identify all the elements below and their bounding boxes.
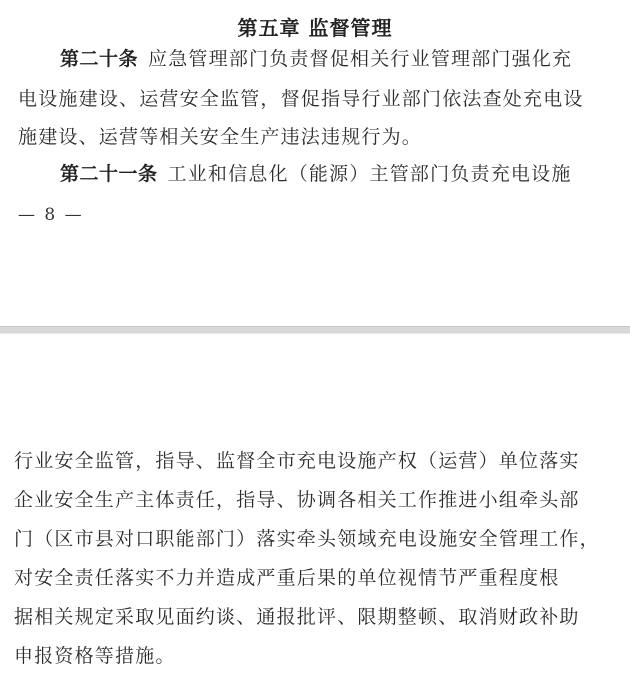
article-21-line-2: 行业安全监管，指导、监督全市充电设施产权（运营）单位落实: [14, 450, 580, 472]
article-20-text-1: 应急管理部门负责督促相关行业管理部门强化充: [148, 48, 573, 70]
page-number: — 8 —: [18, 205, 84, 225]
article-20-line-1: [60, 50, 572, 69]
page-separator: [0, 326, 630, 334]
article-20-label: 第二十条: [60, 48, 139, 70]
article-21-line-6: 据相关规定采取见面约谈、通报批评、限期整顿、取消财政补助: [14, 606, 580, 628]
article-21-text-1: 工业和信息化（能源）主管部门负责充电设施: [167, 163, 572, 185]
chapter-title: 第五章 监督管理: [237, 16, 393, 40]
article-21-line-3: 企业安全生产主体责任，指导、协调各相关工作推进小组牵头部: [14, 489, 580, 511]
article-21-label: 第二十一条: [60, 163, 158, 185]
article-20-line-3: 施建设、运营等相关安全生产违法违规行为。: [18, 126, 423, 148]
article-21-line-7: 申报资格等措施。: [14, 645, 176, 667]
article-21-line-5: 对安全责任落实不力并造成严重后果的单位视情节严重程度根: [14, 567, 560, 589]
article-21-line-1: [60, 165, 572, 184]
article-21-line-4: 门（区市县对口职能部门）落实牵头领域充电设施安全管理工作，: [14, 528, 600, 550]
article-20-line-2: 电设施建设、运营安全监管，督促指导行业部门依法查处充电设: [18, 88, 584, 110]
upper-page: [0, 0, 630, 326]
lower-page: [0, 334, 630, 677]
